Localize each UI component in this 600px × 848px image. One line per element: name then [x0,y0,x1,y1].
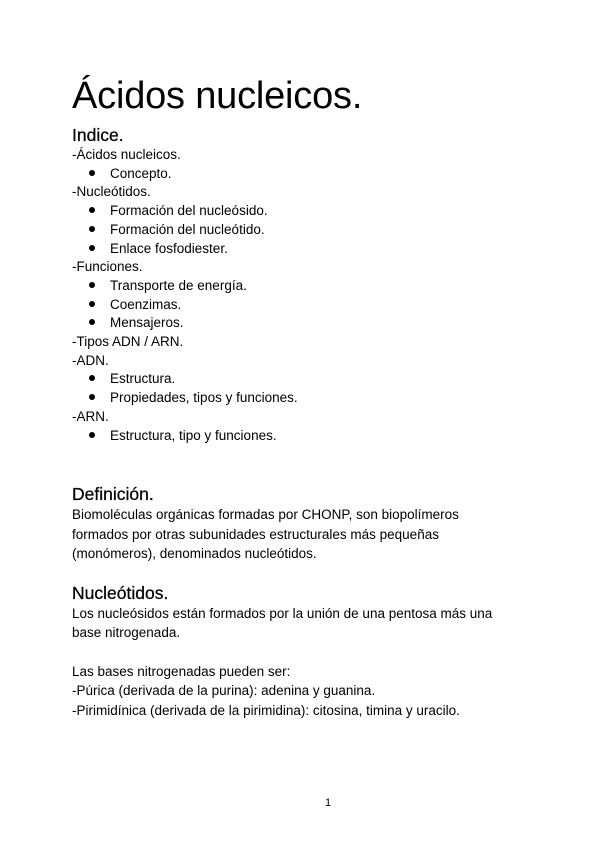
index-subitem: Formación del nucleótido. [72,221,532,240]
bullet-icon [89,207,95,213]
index-subitem: Transporte de energía. [72,277,532,296]
index-subitem: Coenzimas. [72,296,532,315]
index-heading: Indice. [72,125,124,145]
index-entry: -Funciones. [72,259,143,275]
index-list [72,146,532,445]
index-subitem: Estructura, tipo y funciones. [72,427,532,446]
index-subitem: Mensajeros. [72,314,532,333]
bullet-icon [89,301,95,307]
index-entry: -ADN. [72,352,109,368]
index-entry: -Ácidos nucleicos. [72,147,181,162]
page-number: 1 [324,797,332,809]
index-entry: -Nucleótidos. [72,184,151,200]
bullet-icon [89,394,95,400]
nucleotides-heading: Nucleótidos. [72,582,169,603]
bullet-icon [89,226,95,232]
definition-paragraph: Biomoléculas orgánicas formadas por CHONP, son biopolímeros formados por otras subunidades estructurales más pequeñas (monómeros), denominados nucleótidos. [72,507,459,562]
definition-heading: Definición. [72,484,154,505]
bullet-icon [89,170,95,176]
bullet-icon [89,432,95,438]
bullet-icon [89,282,95,288]
bullet-icon [89,375,95,381]
index-subitem: Estructura. [72,370,532,389]
document-page [72,74,532,720]
index-entry: -ARN. [72,408,109,424]
index-subitem: Concepto. [72,165,532,184]
index-entry: -Tipos ADN / ARN. [72,334,184,350]
index-subitem: Propiedades, tipos y funciones. [72,389,532,408]
bullet-icon [89,319,95,325]
document-title: Ácidos nucleicos. [72,75,363,117]
nucleotides-paragraph: Los nucleósidos están formados por la unión de una pentosa más una base nitrogenada. [72,605,493,641]
index-subitem: Formación del nucleósido. [72,202,532,221]
bullet-icon [89,245,95,251]
nitrogen-bases-paragraph: Las bases nitrogenadas pueden ser: -Púrica (derivada de la purina): adenina y guanina. -Pirimidínica (derivada de la pirimidina): citosina, timina y uracilo. [72,663,460,718]
index-subitem: Enlace fosfodiester. [72,240,532,259]
